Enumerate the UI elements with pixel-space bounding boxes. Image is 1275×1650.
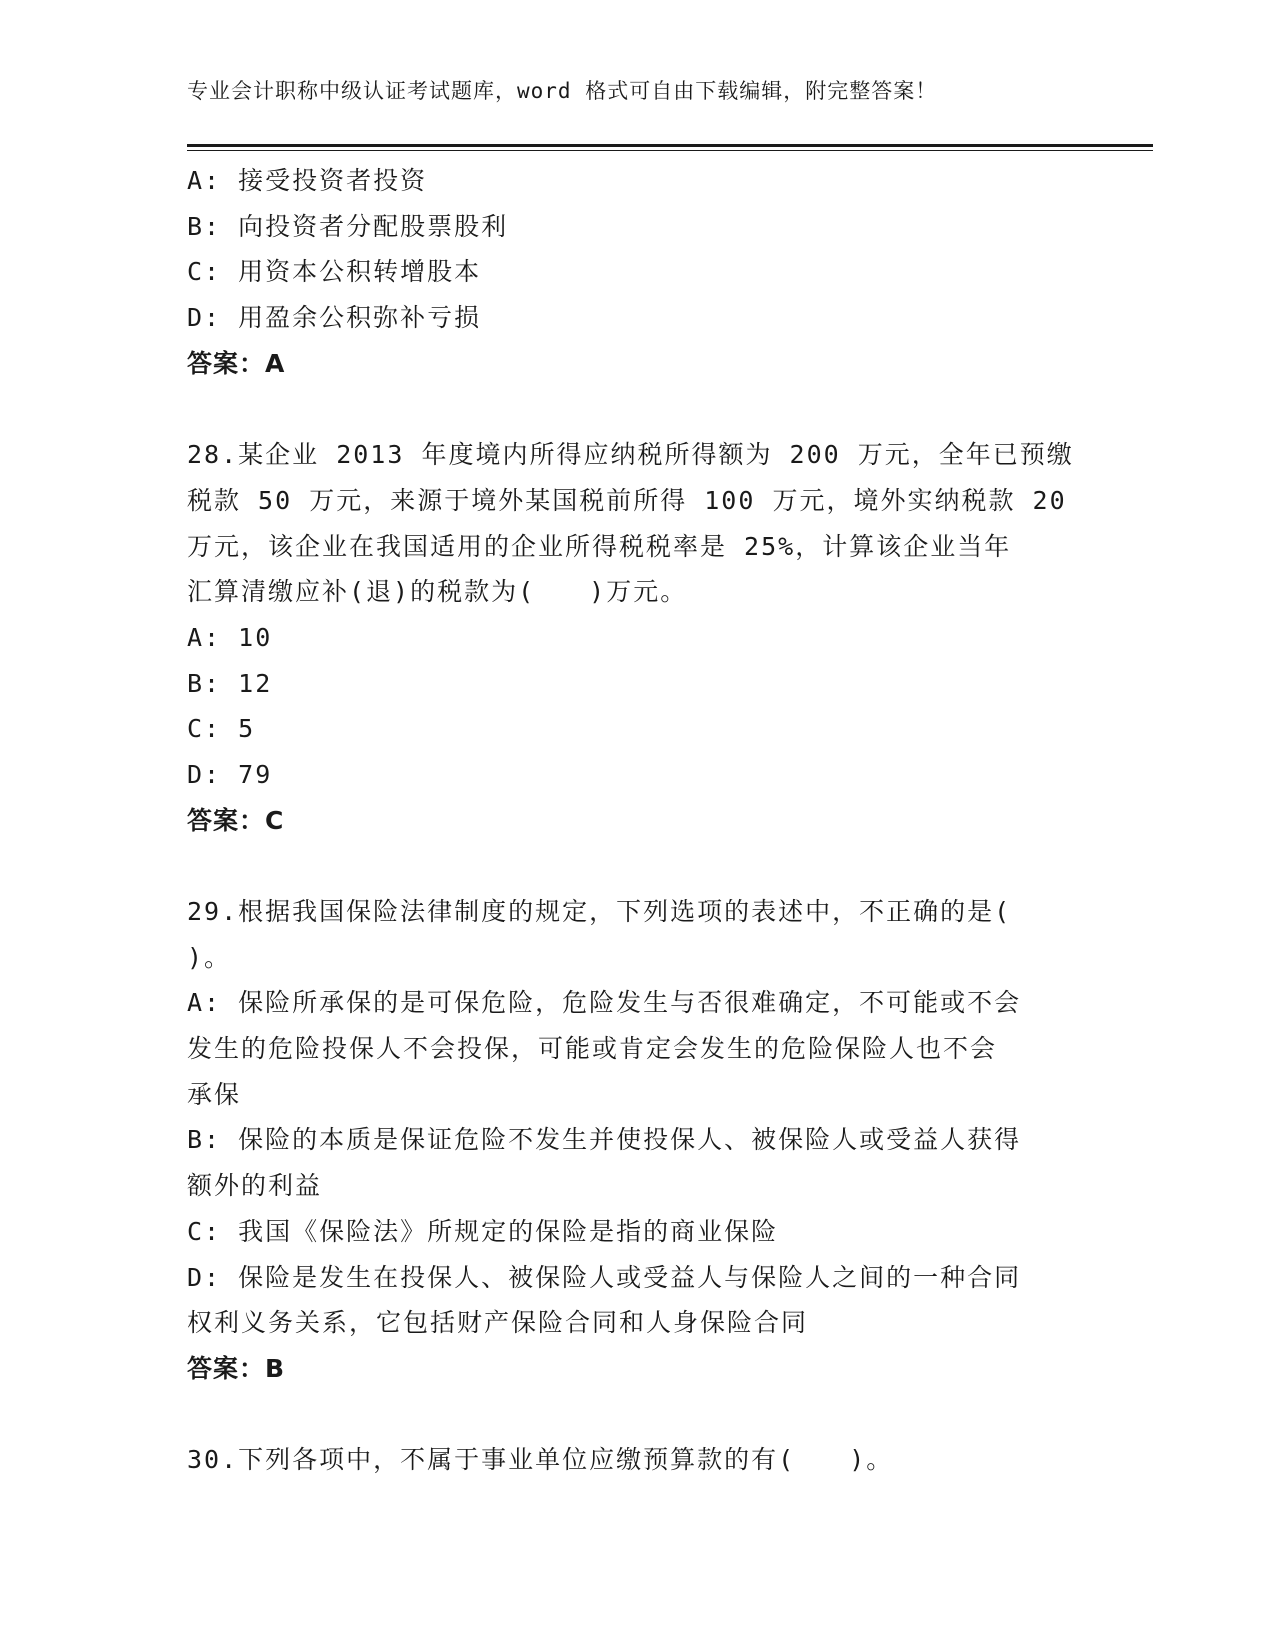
question-30 [187,1437,1067,1483]
option-d: D: 用盈余公积弥补亏损 [187,303,482,333]
header-rule-thick [187,144,1153,147]
option-a: A: 保险所承保的是可保危险，危险发生与否很难确定，不可能或不会 [187,988,1022,1018]
question-27 [187,158,1067,386]
question-content [187,158,1074,1483]
option-a: A: 接受投资者投资 [187,166,428,195]
question-29 [187,889,1067,1392]
option-b-continued: 额外的利益 [187,1171,323,1201]
question-stem-line: 税款 50 万元，来源于境外某国税前所得 100 万元，境外实纳税款 20 [187,485,1067,515]
option-b: B: 向投资者分配股票股利 [187,211,509,241]
question-stem-line: 28.某企业 2013 年度境内所得应纳税所得额为 200 万元，全年已预缴 [187,440,1074,470]
answer-line: 答案：A [187,348,286,378]
answer-line: 答案：C [187,805,285,835]
option-d: D: 79 [187,759,273,789]
question-stem-line: 汇算清缴应补(退)的税款为( )万元。 [187,577,688,607]
question-stem-line: )。 [187,942,232,972]
question-stem-line: 30.下列各项中，不属于事业单位应缴预算款的有( )。 [187,1445,894,1475]
document-header: 专业会计职称中级认证考试题库，word 格式可自由下载编辑，附完整答案！ [187,79,938,103]
option-d-continued: 权利义务关系，它包括财产保险合同和人身保险合同 [187,1308,809,1338]
option-c: C: 5 [187,714,256,744]
option-a-continued: 发生的危险投保人不会投保，可能或肯定会发生的危险保险人也不会 [187,1034,998,1064]
option-d: D: 保险是发生在投保人、被保险人或受益人与保险人之间的一种合同 [187,1262,1022,1292]
spacer [187,1392,1067,1438]
header-rule-thin [187,150,1153,151]
question-28 [187,432,1074,843]
option-c: C: 我国《保险法》所规定的保险是指的商业保险 [187,1216,779,1246]
option-a-continued: 承保 [187,1079,242,1109]
question-stem-line: 万元，该企业在我国适用的企业所得税税率是 25%，计算该企业当年 [187,531,1012,561]
answer-line: 答案：B [187,1353,286,1383]
option-b: B: 保险的本质是保证危险不发生并使投保人、被保险人或受益人获得 [187,1125,1022,1155]
spacer [187,386,1067,432]
spacer [187,843,1067,889]
option-a: A: 10 [187,622,273,652]
option-c: C: 用资本公积转增股本 [187,257,482,287]
question-stem-line: 29.根据我国保险法律制度的规定，下列选项的表述中，不正确的是( [187,897,1012,926]
option-b: B: 12 [187,668,273,698]
